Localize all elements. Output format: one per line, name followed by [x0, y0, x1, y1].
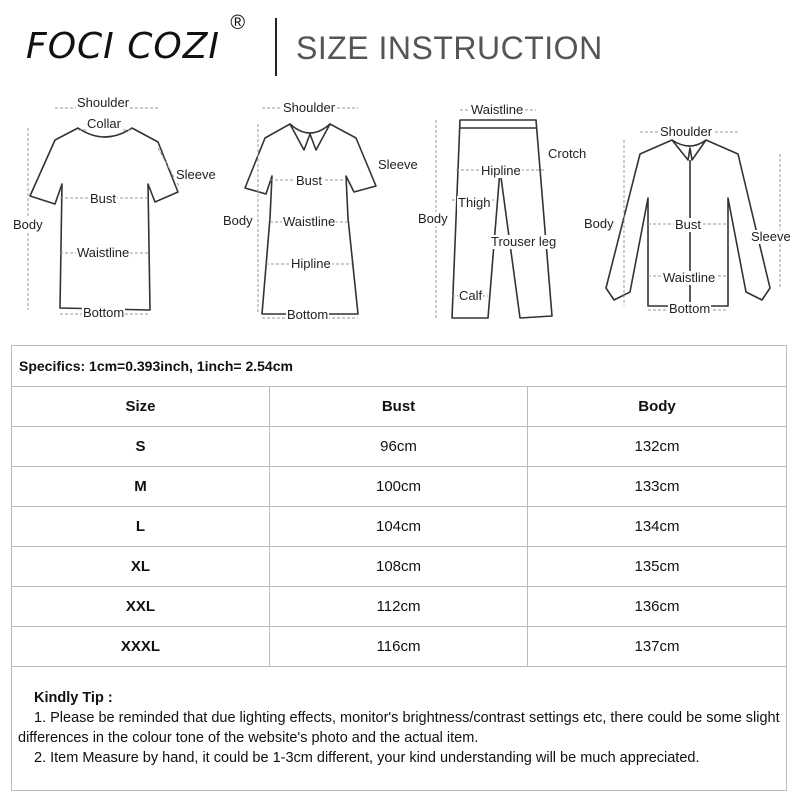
label-shirt-waistline: Waistline	[663, 270, 716, 285]
table-header-row	[12, 387, 787, 427]
body-cell: 135cm	[528, 547, 787, 587]
label-tshirt-waistline: Waistline	[77, 245, 130, 260]
header-divider	[275, 18, 277, 76]
size-cell: XL	[12, 547, 270, 587]
label-trousers-crotch: Crotch	[548, 146, 587, 161]
label-shirt-body: Body	[584, 216, 614, 231]
bust-cell: 96cm	[270, 427, 528, 467]
table-row	[12, 507, 787, 547]
body-cell: 133cm	[528, 467, 787, 507]
label-trousers-calf: Calf	[459, 288, 483, 303]
brand-logo	[26, 12, 266, 76]
size-table	[11, 386, 787, 667]
label-tshirt-bust: Bust	[90, 191, 117, 206]
brand-name: FOCI COZI	[26, 26, 220, 67]
page-title: SIZE INSTRUCTION	[296, 30, 603, 66]
body-cell: 132cm	[528, 427, 787, 467]
bust-cell: 104cm	[270, 507, 528, 547]
label-dress-body: Body	[223, 213, 253, 228]
label-shirt-shoulder: Shoulder	[660, 124, 713, 139]
tshirt-sketch	[30, 128, 178, 310]
label-shirt-sleeve: Sleeve	[751, 229, 791, 244]
header-body: Body	[528, 387, 787, 427]
registered-mark: ®	[230, 12, 245, 34]
table-row	[12, 627, 787, 667]
size-cell: XXL	[12, 587, 270, 627]
size-cell: XXXL	[12, 627, 270, 667]
bust-cell: 108cm	[270, 547, 528, 587]
label-tshirt-collar: Collar	[87, 116, 121, 131]
table-row	[12, 467, 787, 507]
label-tshirt-sleeve: Sleeve	[176, 167, 216, 182]
size-cell: S	[12, 427, 270, 467]
bust-cell: 116cm	[270, 627, 528, 667]
header-size: Size	[12, 387, 270, 427]
label-dress-sleeve: Sleeve	[378, 157, 418, 172]
body-cell: 136cm	[528, 587, 787, 627]
tip-title: Kindly Tip :	[34, 690, 113, 706]
table-row	[12, 587, 787, 627]
garment-diagrams	[0, 88, 800, 338]
label-tshirt-body: Body	[13, 217, 43, 232]
label-dress-waistline: Waistline	[283, 214, 336, 229]
bust-cell: 112cm	[270, 587, 528, 627]
label-trousers-body: Body	[418, 211, 448, 226]
label-shirt-bust: Bust	[675, 217, 702, 232]
table-row	[12, 547, 787, 587]
label-dress-bottom: Bottom	[287, 307, 329, 322]
size-cell: M	[12, 467, 270, 507]
table-row	[12, 427, 787, 467]
size-cell: L	[12, 507, 270, 547]
label-shirt-bottom: Bottom	[669, 301, 711, 316]
specifics-note: Specifics: 1cm=0.393inch, 1inch= 2.54cm	[11, 345, 787, 386]
label-trousers-trouser-leg: Trouser leg	[491, 234, 557, 249]
header-bust: Bust	[270, 387, 528, 427]
tip-item-2: 2. Item Measure by hand, it could be 1-3cm different, your kind understanding will be much appreciated.	[34, 750, 700, 766]
kindly-tip-box	[11, 666, 787, 791]
label-trousers-waistline: Waistline	[471, 102, 524, 117]
bust-cell: 100cm	[270, 467, 528, 507]
label-trousers-hipline: Hipline	[481, 163, 521, 178]
body-cell: 137cm	[528, 627, 787, 667]
body-cell: 134cm	[528, 507, 787, 547]
size-table-container	[11, 345, 787, 667]
label-trousers-thigh: Thigh	[458, 195, 491, 210]
label-dress-hipline: Hipline	[291, 256, 331, 271]
label-dress-bust: Bust	[296, 173, 323, 188]
label-tshirt-shoulder: Shoulder	[77, 95, 130, 110]
label-dress-shoulder: Shoulder	[283, 100, 336, 115]
label-tshirt-bottom: Bottom	[83, 305, 125, 320]
tip-item-1: 1. Please be reminded that due lighting effects, monitor's brightness/contrast settings etc, there could be some slight differences in the colour tone of the website's photo and the actual item.	[18, 710, 780, 746]
